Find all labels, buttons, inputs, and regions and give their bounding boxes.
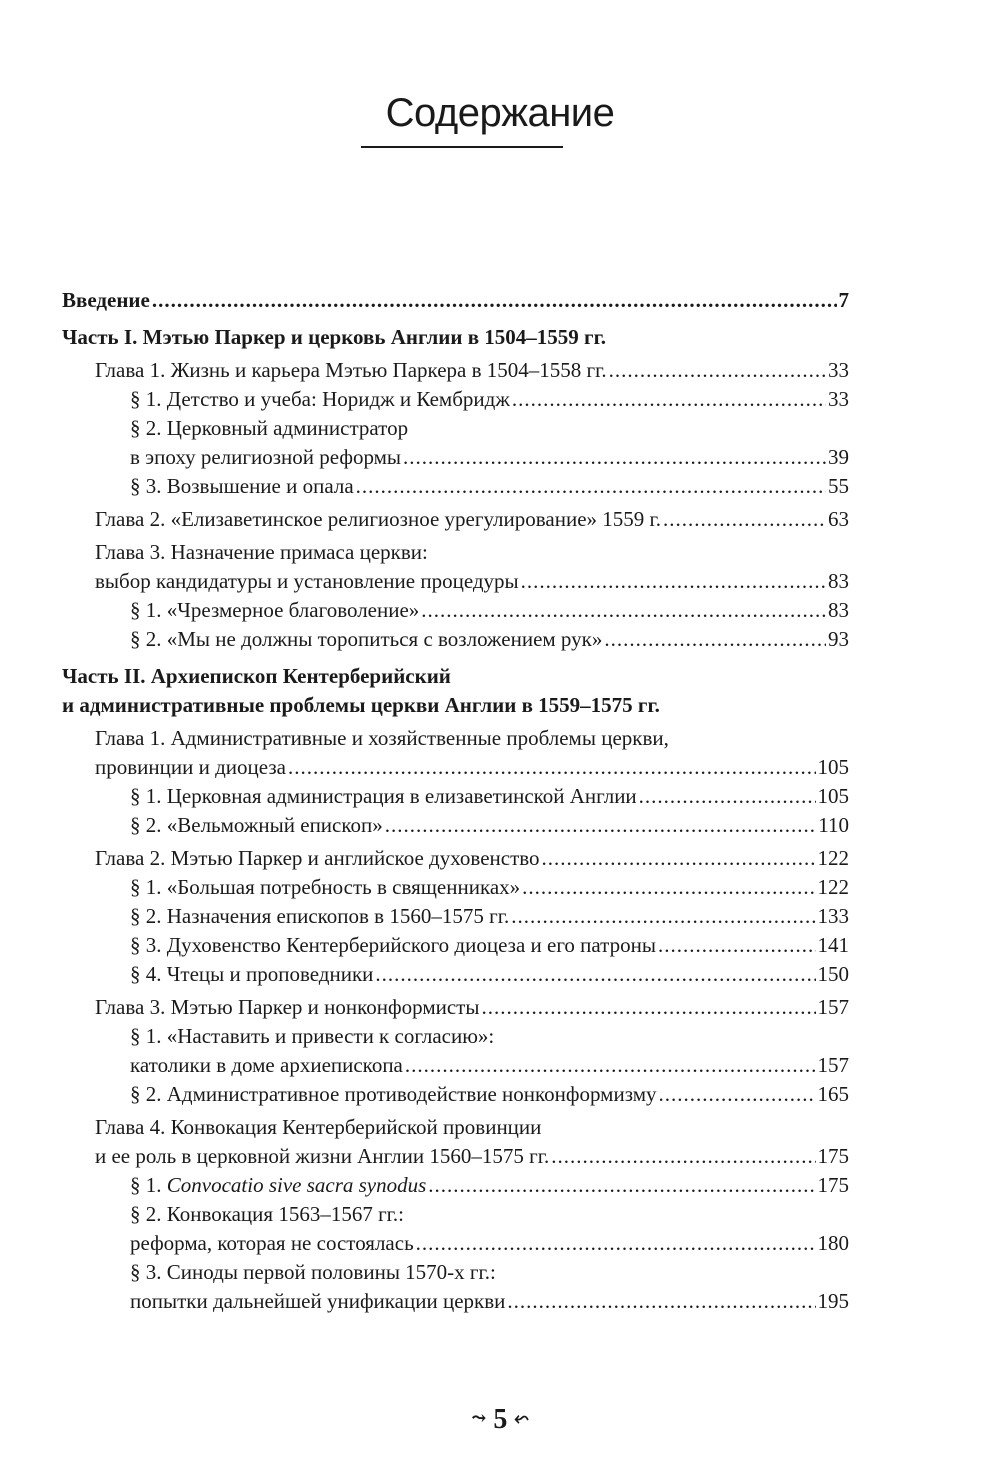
toc-page-number: 93 xyxy=(828,627,849,651)
toc-entry-label: § 4. Чтецы и проповедники xyxy=(130,962,374,986)
toc-entry-label: Глава 3. Назначение примаса церкви: xyxy=(95,540,428,564)
toc-page-number: 133 xyxy=(817,904,849,928)
toc-page-number: 180 xyxy=(817,1231,849,1255)
toc-entry-label: и ее роль в церковной жизни Англии 1560–1575 гг. xyxy=(95,1144,550,1168)
toc-entry-label: в эпоху религиозной реформы xyxy=(130,445,402,469)
toc-page-number: 105 xyxy=(817,755,849,779)
leader-dots xyxy=(511,902,815,931)
leader-dots xyxy=(288,753,816,782)
toc-entry-label: § 2. Конвокация 1563–1567 гг.: xyxy=(130,1202,405,1226)
toc-page-number: 83 xyxy=(828,598,849,622)
leader-dots xyxy=(152,286,837,315)
toc-page-number: 165 xyxy=(817,1082,849,1106)
toc-entry-label: § 3. Синоды первой половины 1570-х гг.: xyxy=(130,1260,496,1284)
toc-page-number: 110 xyxy=(818,813,849,837)
toc-part-heading-continued xyxy=(62,691,849,720)
leader-dots xyxy=(385,811,817,840)
toc-section-entry xyxy=(62,902,849,931)
toc-section-entry-continued xyxy=(62,1287,849,1316)
section-number: § 1. xyxy=(130,1173,167,1197)
toc-chapter-entry xyxy=(62,505,849,534)
toc-entry-label: § 2. «Вельможный епископ» xyxy=(130,813,383,837)
leader-dots xyxy=(521,567,826,596)
leader-dots xyxy=(609,356,826,385)
toc-page-number: 63 xyxy=(828,507,849,531)
page-number: 5 xyxy=(493,1404,508,1435)
toc-section-entry-continued xyxy=(62,443,849,472)
toc-entry-label: § 3. Возвышение и опала xyxy=(130,474,354,498)
leader-dots xyxy=(658,931,816,960)
toc-section-entry xyxy=(62,782,849,811)
toc-section-entry xyxy=(62,873,849,902)
toc-entry-label: § 1. Церковная администрация в елизаветинской Англии xyxy=(130,784,637,808)
toc-section-entry xyxy=(62,1258,849,1287)
toc-entry-label: § 1. «Наставить и привести к согласию»: xyxy=(130,1024,495,1048)
toc-section-entry xyxy=(62,625,849,654)
toc-chapter-entry xyxy=(62,538,849,567)
toc-chapter-entry xyxy=(62,993,849,1022)
leader-dots xyxy=(356,472,826,501)
toc-section-entry xyxy=(62,960,849,989)
toc-page-number: 33 xyxy=(828,387,849,411)
right-ornament-icon: ⬿ xyxy=(514,1408,529,1428)
title-underline xyxy=(361,146,563,148)
toc-page-number: 157 xyxy=(817,1053,849,1077)
page-footer xyxy=(0,1404,1000,1436)
toc-entry-label: Глава 3. Мэтью Паркер и нонконформисты xyxy=(95,995,480,1019)
toc-entry-label: выбор кандидатуры и установление процедуры xyxy=(95,569,519,593)
toc-entry-label xyxy=(130,1171,426,1200)
toc-part-label: и административные проблемы церкви Англии в 1559–1575 гг. xyxy=(62,693,660,717)
toc-page-number: 55 xyxy=(828,474,849,498)
toc-entry-label: попытки дальнейшей унификации церкви xyxy=(130,1289,506,1313)
toc-entry-label: Глава 1. Жизнь и карьера Мэтью Паркера в 1504–1558 гг. xyxy=(95,358,607,382)
table-of-contents xyxy=(62,286,849,1316)
leader-dots xyxy=(604,625,826,654)
toc-section-entry xyxy=(62,1080,849,1109)
toc-chapter-entry-continued xyxy=(62,567,849,596)
toc-page-number: 175 xyxy=(817,1144,849,1168)
toc-entry-label: § 3. Духовенство Кентерберийского диоцеза и его патроны xyxy=(130,933,656,957)
toc-entry-label: католики в доме архиепископа xyxy=(130,1053,403,1077)
toc-page-number: 175 xyxy=(817,1173,849,1197)
toc-entry-label: Глава 2. «Елизаветинское религиозное урегулирование» 1559 г. xyxy=(95,507,662,531)
toc-section-entry xyxy=(62,1171,849,1200)
leader-dots xyxy=(507,1287,815,1316)
toc-entry-label: реформа, которая не состоялась xyxy=(130,1231,414,1255)
toc-chapter-entry xyxy=(62,356,849,385)
leader-dots xyxy=(428,1171,815,1200)
toc-part-label: Часть I. Мэтью Паркер и церковь Англии в 1504–1559 гг. xyxy=(62,325,606,349)
leader-dots xyxy=(512,385,826,414)
toc-page-number: 105 xyxy=(817,784,849,808)
toc-chapter-entry-continued xyxy=(62,1142,849,1171)
toc-section-entry xyxy=(62,1022,849,1051)
toc-entry-label: Глава 2. Мэтью Паркер и английское духовенство xyxy=(95,846,540,870)
toc-page-number: 122 xyxy=(817,846,849,870)
toc-entry-label: § 1. «Большая потребность в священниках» xyxy=(130,875,521,899)
leader-dots xyxy=(481,993,815,1022)
toc-section-entry xyxy=(62,472,849,501)
toc-page-number: 33 xyxy=(828,358,849,382)
left-ornament-icon: ⤳ xyxy=(471,1408,487,1428)
toc-page-number: 141 xyxy=(817,933,849,957)
toc-entry-label: § 2. Административное противодействие нонконформизму xyxy=(130,1082,657,1106)
toc-entry-label: Глава 4. Конвокация Кентерберийской провинции xyxy=(95,1115,542,1139)
toc-section-entry xyxy=(62,414,849,443)
leader-dots xyxy=(405,1051,816,1080)
toc-section-entry xyxy=(62,596,849,625)
toc-entry-label: § 2. Назначения епископов в 1560–1575 гг. xyxy=(130,904,510,928)
toc-section-entry xyxy=(62,1200,849,1229)
toc-part-heading xyxy=(62,323,849,352)
leader-dots xyxy=(403,443,826,472)
toc-section-entry-continued xyxy=(62,1051,849,1080)
toc-section-entry-continued xyxy=(62,1229,849,1258)
toc-page-number: 157 xyxy=(817,995,849,1019)
toc-section-entry xyxy=(62,385,849,414)
toc-entry-label: § 1. Детство и учеба: Норидж и Кембридж xyxy=(130,387,510,411)
toc-page-number: 83 xyxy=(828,569,849,593)
leader-dots xyxy=(542,844,816,873)
toc-entry-label: § 2. «Мы не должны торопиться с возложением рук» xyxy=(130,627,603,651)
toc-entry-intro xyxy=(62,286,849,315)
page-title: Содержание xyxy=(385,91,615,135)
toc-chapter-entry-continued xyxy=(62,753,849,782)
toc-page-number: 195 xyxy=(817,1289,849,1313)
toc-part-heading xyxy=(62,662,849,691)
toc-page-number: 150 xyxy=(817,962,849,986)
leader-dots xyxy=(659,1080,816,1109)
leader-dots xyxy=(421,596,826,625)
leader-dots xyxy=(375,960,815,989)
toc-page-number: 122 xyxy=(817,875,849,899)
toc-part-label: Часть II. Архиепископ Кентерберийский xyxy=(62,664,451,688)
leader-dots xyxy=(416,1229,816,1258)
toc-chapter-entry xyxy=(62,724,849,753)
toc-section-entry xyxy=(62,811,849,840)
toc-entry-label: провинции и диоцеза xyxy=(95,755,286,779)
leader-dots xyxy=(522,873,815,902)
leader-dots xyxy=(663,505,826,534)
toc-entry-label: Глава 1. Административные и хозяйственные проблемы церкви, xyxy=(95,726,669,750)
toc-entry-label: § 2. Церковный администратор xyxy=(130,416,409,440)
toc-section-entry xyxy=(62,931,849,960)
toc-chapter-entry xyxy=(62,844,849,873)
toc-page-number: 7 xyxy=(838,288,849,312)
leader-dots xyxy=(551,1142,815,1171)
toc-entry-label: § 1. «Чрезмерное благоволение» xyxy=(130,598,420,622)
toc-chapter-entry xyxy=(62,1113,849,1142)
toc-page-number: 39 xyxy=(828,445,849,469)
leader-dots xyxy=(639,782,816,811)
latin-title: Convocatio sive sacra synodus xyxy=(166,1173,427,1197)
toc-entry-label: Введение xyxy=(62,288,150,312)
